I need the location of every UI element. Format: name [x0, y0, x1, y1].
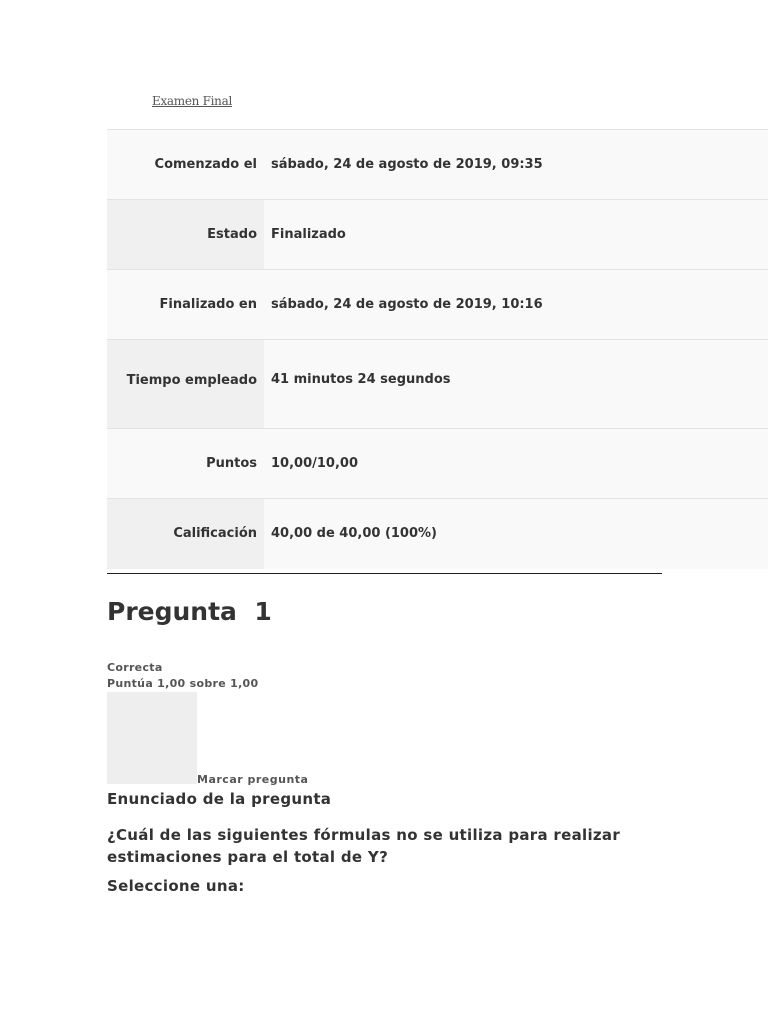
summary-value: sábado, 24 de agosto de 2019, 09:35: [264, 130, 768, 200]
attempt-summary-table: [107, 129, 768, 569]
question-state: Correcta: [107, 661, 163, 674]
summary-value: 40,00 de 40,00 (100%): [264, 499, 768, 569]
summary-row-time-taken: [107, 340, 768, 429]
select-prompt: Seleccione una:: [107, 877, 245, 895]
flag-question-link[interactable]: Marcar pregunta: [197, 773, 309, 786]
summary-label: Calificación: [107, 499, 264, 569]
question-heading: Enunciado de la pregunta: [107, 790, 332, 808]
summary-row-grade: [107, 499, 768, 569]
question-text: ¿Cuál de las siguientes fórmulas no se utiliza para realizar estimaciones para el total de Y?: [107, 826, 621, 866]
summary-row-started: [107, 130, 768, 200]
breadcrumb-link-examen-final[interactable]: Examen Final: [152, 94, 232, 108]
summary-row-finished: [107, 270, 768, 340]
question-title: Pregunta 1: [107, 597, 272, 626]
summary-value: sábado, 24 de agosto de 2019, 10:16: [264, 270, 768, 340]
section-divider: [107, 573, 662, 574]
summary-value: 41 minutos 24 segundos: [264, 340, 768, 429]
question-score: Puntúa 1,00 sobre 1,00: [107, 677, 259, 690]
summary-label: Tiempo empleado: [107, 340, 264, 429]
summary-row-state: [107, 200, 768, 270]
summary-label: Estado: [107, 200, 264, 270]
summary-row-points: [107, 429, 768, 499]
summary-label: Comenzado el: [107, 130, 264, 200]
summary-value: Finalizado: [264, 200, 768, 270]
summary-label: Finalizado en: [107, 270, 264, 340]
flag-icon-placeholder[interactable]: [107, 692, 197, 784]
summary-value: 10,00/10,00: [264, 429, 768, 499]
summary-label: Puntos: [107, 429, 264, 499]
